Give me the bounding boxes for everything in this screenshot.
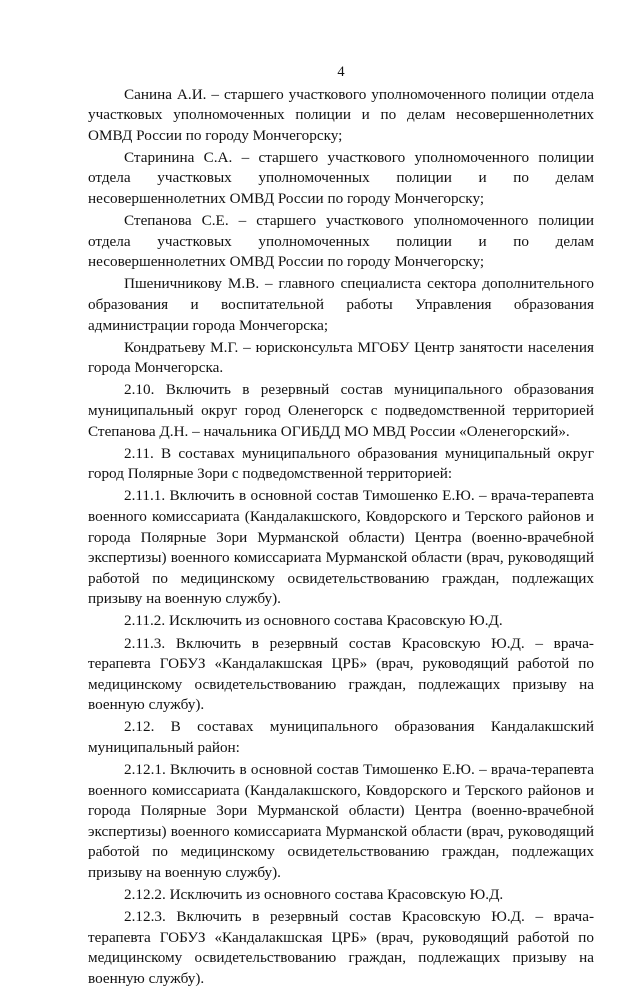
paragraph-2-12-2: 2.12.2. Исключить из основного состава Красовскую Ю.Д. bbox=[124, 886, 504, 904]
paragraph-starinina: Старинина С.А. – старшего участкового уполномоченного полиции отдела участковых уполномоченных полиции и по делам несовершеннолетних ОМВД России по городу Мончегорску; bbox=[88, 148, 594, 208]
paragraph-2-10: 2.10. Включить в резервный состав муниципального образования муниципальный округ город Оленегорск с подведомственной территорией Степанова Д.Н. – начальника ОГИБДД МО МВД России «Оленегорский». bbox=[88, 381, 594, 440]
paragraph-stepanova: Степанова С.Е. – старшего участкового уполномоченного полиции отдела участковых уполномоченных полиции и по делам несовершеннолетних ОМВД России по городу Мончегорску; bbox=[88, 212, 594, 271]
paragraph-kondratyeva: Кондратьеву М.Г. – юрисконсульта МГОБУ Центр занятости населения города Мончегорска. bbox=[88, 338, 594, 377]
paragraph-2-11-1: 2.11.1. Включить в основной состав Тимошенко Е.Ю. – врача-терапевта военного комиссариата (Кандалакшского, Ковдорского и Терского районов и города Полярные Зори Мурманской области) Центра (военно-врачебной экспертизы) военного комиссариата Мурманской области (врач, руководящий работой по медицинскому освидетельствованию граждан, подлежащих призыву на военную службу). bbox=[88, 487, 594, 608]
paragraph-sanina: Санина А.И. – старшего участкового уполномоченного полиции отдела участковых уполномоченных полиции и по делам несовершеннолетних ОМВД России по городу Мончегорску; bbox=[88, 85, 594, 144]
page-number: 4 bbox=[337, 64, 345, 80]
paragraph-2-11: 2.11. В составах муниципального образования муниципальный округ город Полярные Зори с подведомственной территорией: bbox=[88, 444, 594, 483]
paragraph-pshenichnikova: Пшеничникову М.В. – главного специалиста сектора дополнительного образования и воспитательной работы Управления образования администрации города Мончегорска; bbox=[88, 275, 594, 334]
paragraph-2-12-1: 2.12.1. Включить в основной состав Тимошенко Е.Ю. – врача-терапевта военного комиссариата (Кандалакшского, Ковдорского и Терского районов и города Полярные Зори Мурманской области) Центра (военно-врачебной экспертизы) военного комиссариата Мурманской области (врач, руководящий работой по медицинскому освидетельствованию граждан, подлежащих призыву на военную службу). bbox=[88, 761, 594, 882]
paragraph-2-11-3: 2.11.3. Включить в резервный состав Красовскую Ю.Д. – врача-терапевта ГОБУЗ «Кандалакшская ЦРБ» (врач, руководящий работой по медицинскому освидетельствованию граждан, подлежащих призыву на военную службу). bbox=[88, 634, 594, 714]
paragraph-2-12-3: 2.12.3. Включить в резервный состав Красовскую Ю.Д. – врача-терапевта ГОБУЗ «Кандалакшская ЦРБ» (врач, руководящий работой по медицинскому освидетельствованию граждан, подлежащих призыву на военную службу). bbox=[88, 908, 594, 988]
paragraph-2-11-2: 2.11.2. Исключить из основного состава Красовскую Ю.Д. bbox=[124, 612, 503, 630]
paragraph-2-12: 2.12. В составах муниципального образования Кандалакшский муниципальный район: bbox=[88, 718, 594, 756]
document-page bbox=[88, 62, 594, 990]
